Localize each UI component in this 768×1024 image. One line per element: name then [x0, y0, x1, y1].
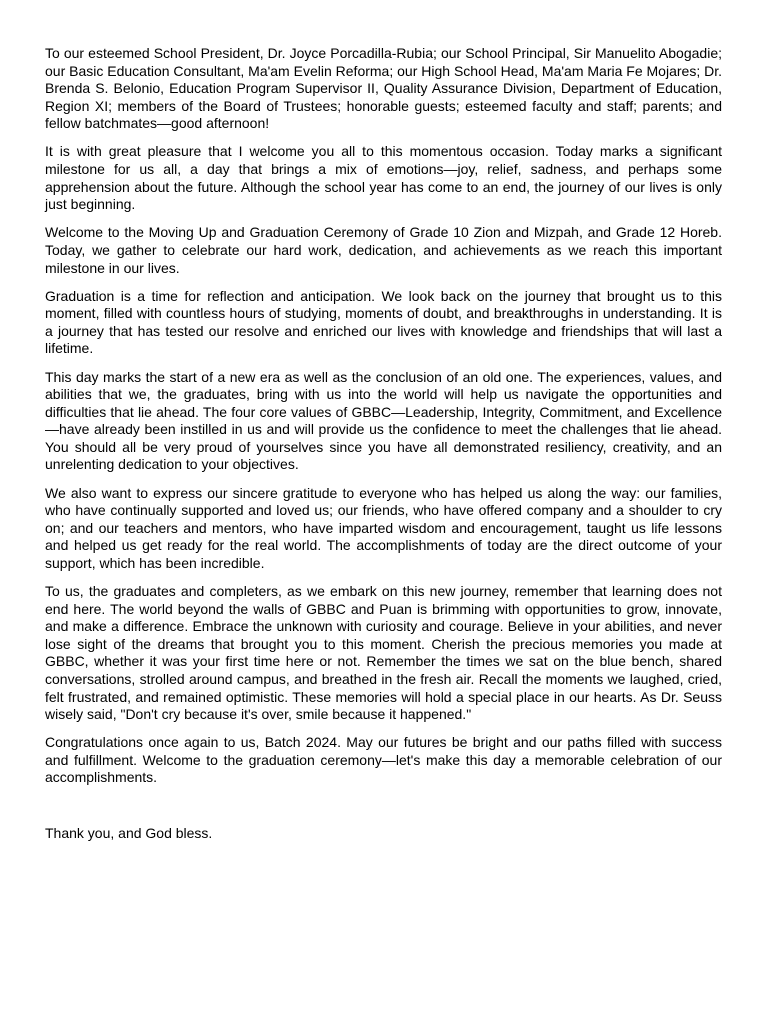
paragraph-welcome: It is with great pleasure that I welcome you all to this momentous occasion. Today marks a significant milestone for us all, a day that brings a mix of emotions—joy, relief, sadness, and perhaps some apprehension about the future. Although the school year has come to an end, the journey of our lives is only just beginning.: [45, 143, 722, 213]
paragraph-congratulations: Congratulations once again to us, Batch 2024. May our futures be bright and our paths filled with success and fulfillment. Welcome to the graduation ceremony—let's make this day a memorable celebration of our accomplishments.: [45, 734, 722, 786]
paragraph-core-values: This day marks the start of a new era as well as the conclusion of an old one. The experiences, values, and abilities that we, the graduates, bring with us into the world will help us navigate the opportunities and difficulties that lie ahead. The four core values of GBBC—Leadership, Integrity, Commitment, and Excellence—have already been instilled in us and will provide us the confidence to meet the challenges that lie ahead. You should all be very proud of yourselves since you have all demonstrated resiliency, creativity, and an unrelenting dedication to your objectives.: [45, 368, 722, 473]
speech-document: [45, 45, 722, 843]
paragraph-ceremony: Welcome to the Moving Up and Graduation Ceremony of Grade 10 Zion and Mizpah, and Grade 12 Horeb. Today, we gather to celebrate our hard work, dedication, and achievements as we reach this important milestone in our lives.: [45, 224, 722, 276]
paragraph-graduates: To us, the graduates and completers, as we embark on this new journey, remember that learning does not end here. The world beyond the walls of GBBC and Puan is brimming with opportunities to grow, innovate, and make a difference. Embrace the unknown with curiosity and courage. Believe in your abilities, and never lose sight of the dreams that brought you to this moment. Cherish the precious memories you made at GBBC, whether it was your first time here or not. Remember the times we sat on the blue bench, shared conversations, strolled around campus, and breathed in the fresh air. Recall the moments we laughed, cried, felt frustrated, and remained optimistic. These memories will hold a special place in our hearts. As Dr. Seuss wisely said, "Don't cry because it's over, smile because it happened.": [45, 583, 722, 723]
closing-line: Thank you, and God bless.: [45, 825, 213, 842]
paragraph-reflection: Graduation is a time for reflection and anticipation. We look back on the journey that brought us to this moment, filled with countless hours of studying, moments of doubt, and breakthroughs in understanding. It is a journey that has tested our resolve and enriched our lives with knowledge and friendships that will last a lifetime.: [45, 287, 722, 357]
paragraph-gratitude: We also want to express our sincere gratitude to everyone who has helped us along the way: our families, who have continually supported and loved us; our friends, who have offered company and a shoulder to cry on; and our teachers and mentors, who have imparted wisdom and encouragement, taught us life lessons and helped us get ready for the real world. The accomplishments of today are the direct outcome of your support, which has been incredible.: [45, 484, 722, 571]
paragraph-salutation: To our esteemed School President, Dr. Joyce Porcadilla-Rubia; our School Principal, Sir Manuelito Abogadie; our Basic Education Consultant, Ma'am Evelin Reforma; our High School Head, Ma'am Maria Fe Mojares; Dr. Brenda S. Belonio, Education Program Supervisor II, Quality Assurance Division, Department of Education, Region XI; members of the Board of Trustees; honorable guests; esteemed faculty and staff; parents; and fellow batchmates—good afternoon!: [45, 45, 722, 132]
